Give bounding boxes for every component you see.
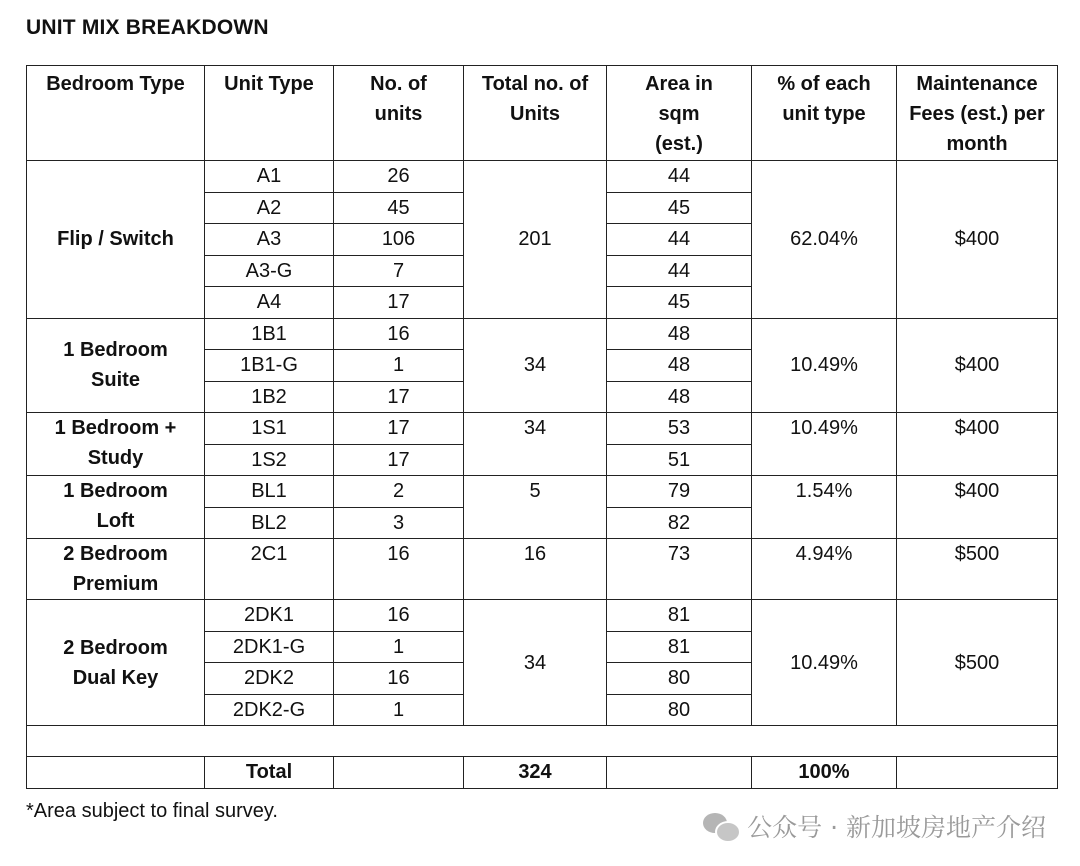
header-fees: Maintenance Fees (est.) per month [897,66,1058,161]
total-units-cell: 34 [464,413,607,476]
bedroom-type-cell: 2 Bedroom Premium [27,539,205,600]
unit-count-cell: 1 [334,350,464,382]
area-cell: 51 [607,444,752,476]
area-cell: 45 [607,192,752,224]
table-row [27,600,1058,632]
unit-type-cell: 2DK2-G [205,694,334,726]
fee-cell: $400 [897,476,1058,539]
total-label: Total [205,757,334,789]
unit-type-cell: A4 [205,287,334,319]
fee-cell: $400 [897,161,1058,319]
area-cell: 44 [607,161,752,193]
total-blank-cell [27,757,205,789]
header-area: Area in sqm (est.) [607,66,752,161]
unit-type-cell: BL1 [205,476,334,508]
header-no-of-units: No. of units [334,66,464,161]
unit-count-cell: 16 [334,600,464,632]
header-total-units: Total no. of Units [464,66,607,161]
table-row [27,413,1058,445]
header-percent: % of each unit type [752,66,897,161]
area-cell: 45 [607,287,752,319]
fee-cell: $400 [897,413,1058,476]
fee-cell: $500 [897,539,1058,600]
unit-type-cell: 2DK1 [205,600,334,632]
total-units-cell: 34 [464,600,607,726]
bedroom-type-cell: 1 Bedroom + Study [27,413,205,476]
total-units-cell: 34 [464,318,607,413]
total-units-cell: 201 [464,161,607,319]
unit-count-cell: 16 [334,663,464,695]
percent-cell: 62.04% [752,161,897,319]
percent-cell: 10.49% [752,600,897,726]
wechat-icon [703,811,739,841]
total-blank-cell [897,757,1058,789]
bedroom-type-cell: Flip / Switch [27,161,205,319]
unit-type-cell: A1 [205,161,334,193]
empty-row [27,726,1058,757]
total-blank-cell [607,757,752,789]
unit-type-cell: 1S1 [205,413,334,445]
unit-count-cell: 26 [334,161,464,193]
total-percent-value: 100% [752,757,897,789]
total-units-cell: 5 [464,476,607,539]
percent-cell: 4.94% [752,539,897,600]
area-cell: 44 [607,255,752,287]
total-row [27,757,1058,789]
unit-type-cell: 1B1 [205,318,334,350]
unit-count-cell: 16 [334,318,464,350]
unit-type-cell: BL2 [205,507,334,539]
table-row [27,161,1058,193]
empty-cell [27,726,1058,757]
area-cell: 80 [607,694,752,726]
unit-count-cell: 3 [334,507,464,539]
page-title: UNIT MIX BREAKDOWN [26,16,269,39]
unit-count-cell: 106 [334,224,464,256]
unit-count-cell: 17 [334,444,464,476]
unit-type-cell: 2C1 [205,539,334,600]
unit-count-cell: 16 [334,539,464,600]
area-cell: 53 [607,413,752,445]
percent-cell: 1.54% [752,476,897,539]
area-cell: 44 [607,224,752,256]
area-cell: 48 [607,318,752,350]
area-cell: 82 [607,507,752,539]
bedroom-type-cell: 1 Bedroom Suite [27,318,205,413]
percent-cell: 10.49% [752,413,897,476]
unit-count-cell: 1 [334,694,464,726]
total-blank-cell [334,757,464,789]
bedroom-type-cell: 2 Bedroom Dual Key [27,600,205,726]
total-units-cell: 16 [464,539,607,600]
unit-type-cell: A3 [205,224,334,256]
area-cell: 48 [607,350,752,382]
unit-count-cell: 2 [334,476,464,508]
unit-count-cell: 17 [334,287,464,319]
unit-type-cell: 2DK1-G [205,631,334,663]
unit-count-cell: 7 [334,255,464,287]
table-header-row [27,66,1058,161]
area-cell: 48 [607,381,752,413]
area-cell: 79 [607,476,752,508]
header-bedroom-type: Bedroom Type [27,66,205,161]
table-row [27,539,1058,600]
area-cell: 80 [607,663,752,695]
unit-type-cell: 1B2 [205,381,334,413]
unit-count-cell: 45 [334,192,464,224]
unit-type-cell: A2 [205,192,334,224]
area-cell: 81 [607,631,752,663]
unit-count-cell: 1 [334,631,464,663]
fee-cell: $400 [897,318,1058,413]
unit-type-cell: 1B1-G [205,350,334,382]
unit-type-cell: A3-G [205,255,334,287]
unit-type-cell: 2DK2 [205,663,334,695]
bedroom-type-cell: 1 Bedroom Loft [27,476,205,539]
unit-count-cell: 17 [334,413,464,445]
watermark-text: 公众号 · 新加坡房地产介绍 [747,813,1046,842]
unit-count-cell: 17 [334,381,464,413]
watermark [703,808,1046,844]
area-cell: 81 [607,600,752,632]
area-cell: 73 [607,539,752,600]
percent-cell: 10.49% [752,318,897,413]
unit-mix-table [26,65,1058,789]
total-units-value: 324 [464,757,607,789]
table-row [27,318,1058,350]
footnote: *Area subject to final survey. [26,800,278,822]
fee-cell: $500 [897,600,1058,726]
table-row [27,476,1058,508]
header-unit-type: Unit Type [205,66,334,161]
unit-type-cell: 1S2 [205,444,334,476]
